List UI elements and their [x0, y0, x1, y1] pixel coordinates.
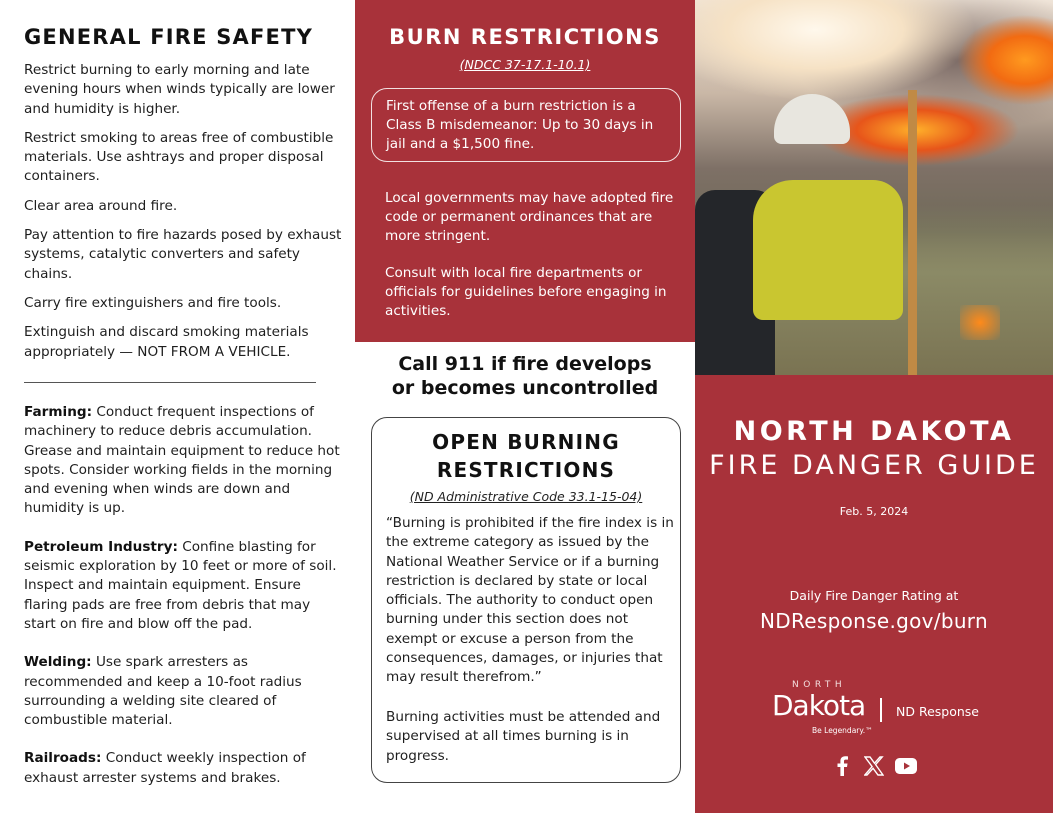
industry-label: Welding: [24, 654, 92, 671]
firefighter-photo [695, 0, 1053, 375]
logo-north: NORTH [792, 680, 847, 690]
safety-tip: Pay attention to fire hazards posed by exhaust systems, catalytic converters and safety chains. [24, 227, 342, 282]
call-911-line2: or becomes uncontrolled [391, 377, 659, 399]
safety-tip: Extinguish and discard smoking materials appropriately — NOT FROM A VEHICLE. [24, 324, 309, 360]
industry-tip-farming [24, 403, 346, 519]
consult-text: Consult with local fire departments or officials for guidelines before engaging in activities. [385, 265, 667, 319]
open-burning-panel [371, 417, 681, 783]
general-fire-safety-heading: GENERAL FIRE SAFETY [24, 25, 314, 49]
x-icon[interactable] [863, 755, 885, 777]
offense-callout: First offense of a burn restriction is a Class B misdemeanor: Up to 30 days in jail and a $1,500 fine. [371, 88, 681, 162]
industry-text: Use spark arresters as recommended and keep a 10-foot radius surrounding a welding site cleared of combustible material. [24, 654, 302, 729]
cover-panel [695, 375, 1053, 813]
facebook-icon[interactable] [831, 755, 853, 777]
industry-tip-petroleum [24, 538, 346, 634]
open-burning-heading-line2: RESTRICTIONS [436, 458, 616, 482]
safety-tips-list [24, 61, 344, 372]
open-burning-heading [372, 428, 680, 484]
photo-jacket [753, 180, 903, 320]
industry-label: Petroleum Industry: [24, 538, 178, 555]
industry-text: Conduct weekly inspection of exhaust arrester systems and brakes. [24, 750, 306, 786]
industry-tip-welding [24, 653, 346, 730]
logo-partner: ND Response [896, 704, 979, 719]
burn-restrictions-heading: BURN RESTRICTIONS [389, 25, 661, 49]
north-dakota-logo [772, 680, 982, 740]
open-burning-note: Burning activities must be attended and supervised at all times burning is in progress. [386, 709, 661, 764]
industry-label: Railroads: [24, 750, 102, 767]
photo-helmet [774, 94, 850, 144]
industry-text: Confine blasting for seismic exploration by 10 feet or more of soil. Inspect and maintain equipment. Ensure flaring pads are free from debris that may start on fire and blow off the pad. [24, 538, 337, 632]
industry-tip-railroads [24, 749, 346, 788]
cover-date: Feb. 5, 2024 [839, 505, 909, 518]
safety-tip: Restrict smoking to areas free of combustible materials. Use ashtrays and proper disposal containers. [24, 129, 334, 185]
logo-divider [880, 698, 882, 722]
photo-pole [908, 90, 917, 375]
call-911-line1: Call 911 if fire develops [398, 353, 652, 375]
safety-tip: Restrict burning to early morning and late evening hours when winds typically are lower and humidity is higher. [24, 62, 335, 117]
safety-tip: Carry fire extinguishers and fire tools. [24, 294, 282, 311]
youtube-icon[interactable] [895, 755, 917, 777]
burn-restrictions-panel [355, 0, 695, 342]
general-fire-safety-panel [0, 0, 355, 815]
industry-text: Conduct frequent inspections of machinery to reduce debris accumulation. Grease and maintain equipment to reduce hot spots. Consider working fields in the morning and evening when winds are down and humidity is up. [24, 404, 340, 517]
ndresponse-link[interactable]: NDResponse.gov/burn [760, 609, 988, 633]
logo-dakota: Dakota [772, 689, 866, 722]
industry-tips-list [24, 403, 346, 807]
photo-fire [960, 305, 1000, 340]
cover-title: NORTH DAKOTA [733, 416, 1015, 447]
local-governments-text: Local governments may have adopted fire code or permanent ordinances that are more stringent. [385, 190, 674, 244]
safety-tip: Clear area around fire. [24, 197, 178, 214]
open-burning-quote: “Burning is prohibited if the fire index is in the extreme category as issued by the National Weather Service or if a burning restriction is declared by state or local officials. The authority to conduct open burning under this section does not exempt or excuse a person from the consequences, damages, or injuries that may result therefrom.” [386, 515, 674, 686]
open-burning-code-link[interactable]: (ND Administrative Code 33.1-15-04) [409, 489, 643, 504]
open-burning-heading-line1: OPEN BURNING [432, 430, 620, 454]
section-divider [24, 382, 316, 383]
cover-subtitle: FIRE DANGER GUIDE [709, 450, 1039, 481]
call-911-notice [355, 352, 695, 400]
burn-restrictions-code-link[interactable]: (NDCC 37-17.1-10.1) [459, 57, 591, 72]
logo-tagline: Be Legendary.™ [812, 726, 873, 735]
industry-label: Farming: [24, 404, 93, 420]
social-links [695, 755, 1053, 777]
daily-rating-label: Daily Fire Danger Rating at [789, 588, 959, 603]
